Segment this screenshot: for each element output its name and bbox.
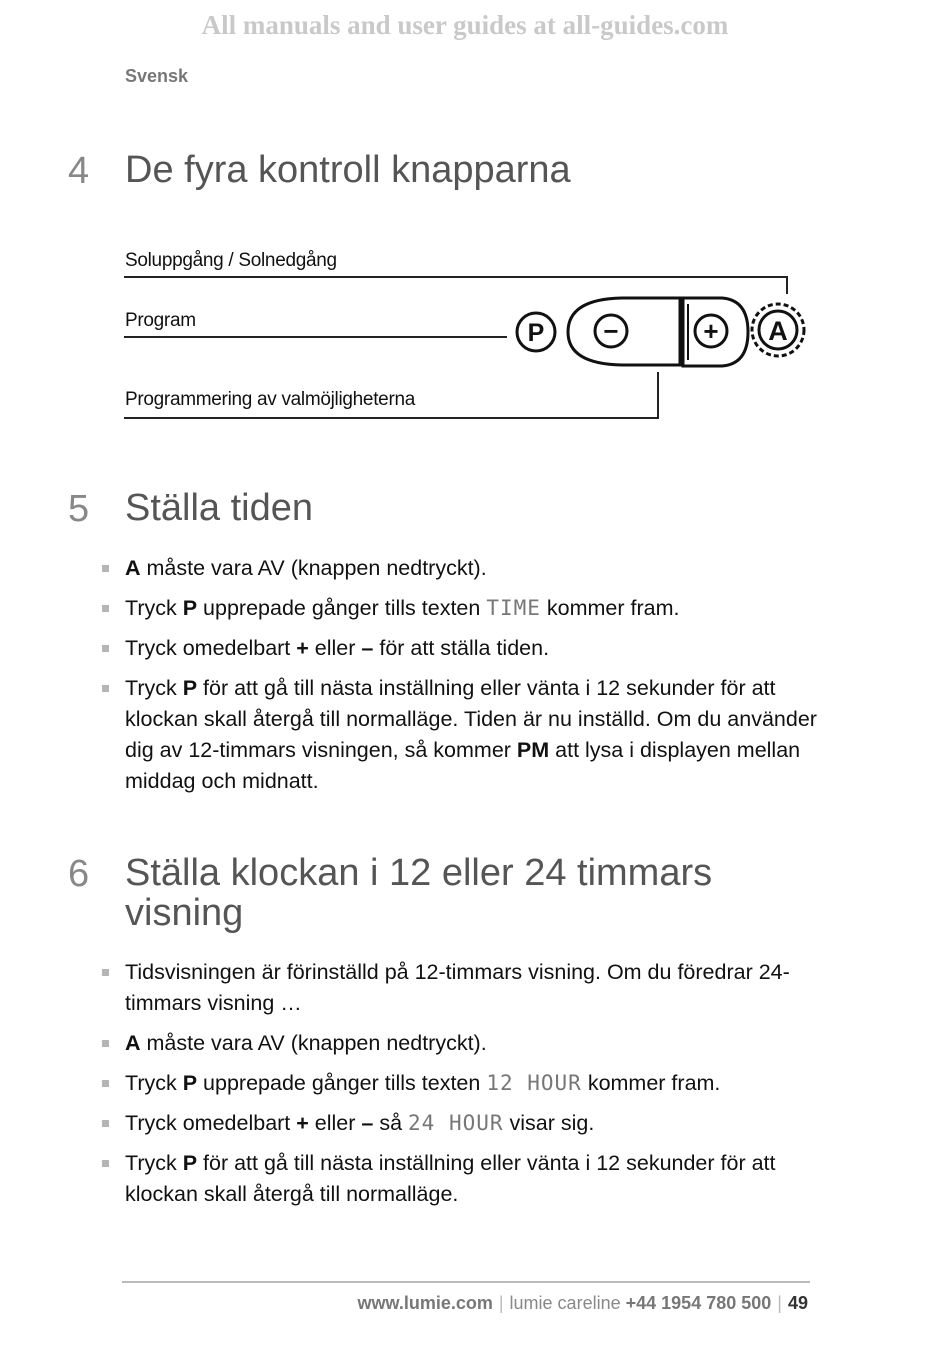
list-item: Tryck P för att gå till nästa inställning eller vänta i 12 sekunder för att klockan skall återgå till normalläge. [100,1148,840,1210]
leader-line-sunrise [124,276,788,278]
watermark: All manuals and user guides at all-guides.com [201,10,729,40]
leader-tick-sunrise [786,276,788,294]
lcd-text: TIME [486,596,541,620]
lcd-text: 12 HOUR [486,1071,582,1095]
control-buttons-panel [512,294,812,368]
a-button[interactable] [752,304,804,356]
list-item: Tryck P upprepade gånger tills texten 12 HOUR kommer fram. [100,1068,840,1099]
careline-label: lumie careline [509,1293,621,1313]
section-title: Ställa tiden [125,487,314,529]
list-item: A måste vara AV (knappen nedtryckt). [100,553,840,584]
page-number: 49 [787,1293,808,1313]
list-item: Tidsvisningen är förinställd på 12-timmars visning. Om du föredrar 24-timmars visning … [100,957,840,1019]
language-label: Svensk [125,66,189,86]
list-item: Tryck omedelbart + eller – för att ställa tiden. [100,633,840,664]
leader-line-options [124,417,659,419]
bullet-list [100,957,840,1219]
bullet-list [100,553,840,806]
section-number: 4 [68,150,90,192]
section-number: 6 [68,853,90,895]
p-button[interactable] [517,313,555,351]
list-item: Tryck omedelbart + eller – så 24 HOUR visar sig. [100,1108,840,1139]
section-title: Ställa klockan i 12 eller 24 timmars visning [125,852,713,934]
section-number: 5 [68,488,90,530]
list-item: A måste vara AV (knappen nedtryckt). [100,1028,840,1059]
page-footer: www.lumie.com | lumie careline +44 1954 780 500 | 49 [357,1293,808,1313]
plus-button[interactable] [683,298,748,366]
label-program: Program [125,310,196,331]
section-title: De fyra kontroll knapparna [125,149,571,191]
footer-divider [122,1281,810,1283]
label-sunrise-sunset: Soluppgång / Solnedgång [125,250,337,271]
website-link[interactable]: www.lumie.com [357,1293,493,1313]
leader-line-program [124,336,507,338]
list-item: Tryck P upprepade gånger tills texten TIME kommer fram. [100,593,840,624]
minus-button[interactable] [568,298,680,365]
lcd-text: 24 HOUR [408,1111,504,1135]
p-button-label: P [527,319,545,347]
a-button-label: A [768,316,788,346]
careline-phone: +44 1954 780 500 [625,1293,772,1313]
plus-button-label: + [703,316,719,346]
leader-tick-options [657,372,659,419]
list-item: Tryck P för att gå till nästa inställning eller vänta i 12 sekunder för att klockan skall återgå till normalläge. Tiden är nu inställd. Om du använder dig av 12-timmars visningen, så kommer PM att lysa i displayen mellan middag och midnatt. [100,673,840,797]
label-options: Programmering av valmöjligheterna [125,389,416,410]
minus-button-label: − [603,316,619,346]
